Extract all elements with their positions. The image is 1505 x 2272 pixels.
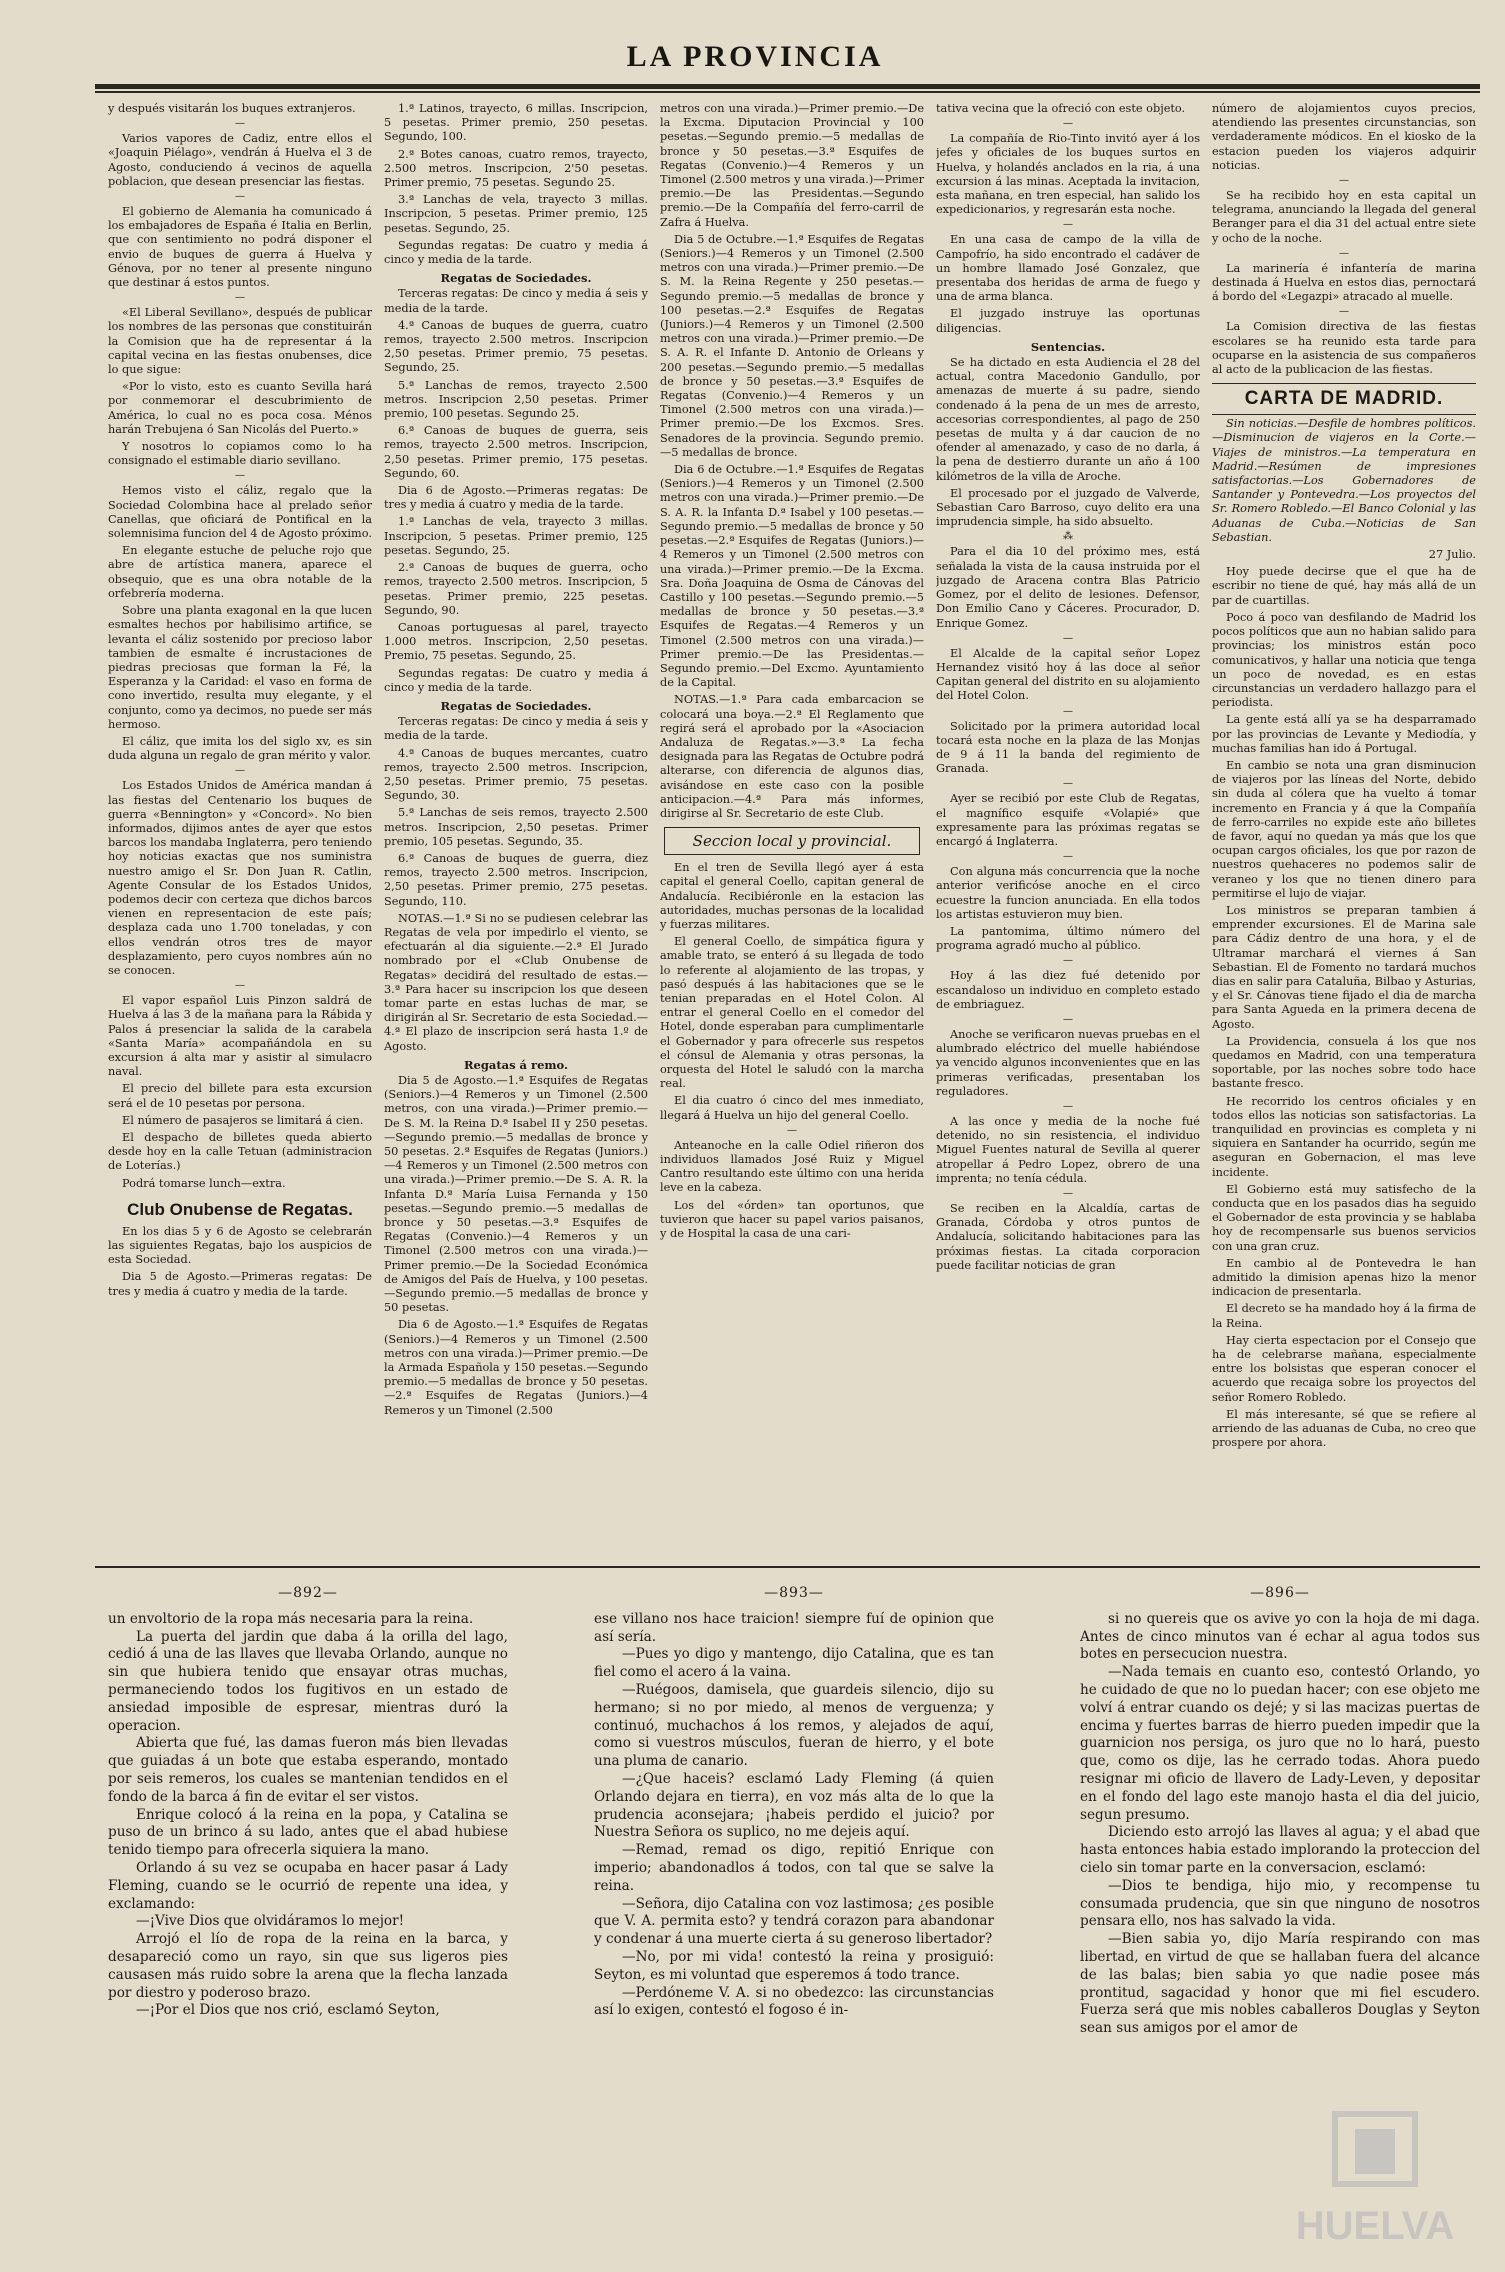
paragraph: En el tren de Sevilla llegó ayer á esta capital el general Coello, capitan general de Andalucía. Recibiéronle en la estacion las autoridades, muchas personas de la localidad y fuerzas militares. [660,861,924,931]
library-stamp-icon [1275,2104,1475,2254]
folletin-paragraph: —Señora, dijo Catalina con voz lastimosa; ¿es posible que V. A. permita esto? y tendrá corazon para abandonar y condenar á una muerte cierta á su generoso libertador? [594,1895,994,1948]
paragraph: Anoche se verificaron nuevas pruebas en el alumbrado eléctrico del muelle habiéndose ya vencido algunos inconvenientes que en las primeras verificadas, presentaban los reguladores. [936,1027,1200,1098]
column-3 [660,102,924,1557]
column-5 [1212,102,1476,1557]
paragraph: La pantomima, último número del programa agradó mucho al público. [936,924,1200,953]
paragraph: Dia 5 de Agosto.—Primeras regatas: De tres y media á cuatro y media de la tarde. [108,1270,372,1298]
folletin-paragraph: —Bien sabia yo, dijo María respirando con mas libertad, en virtud de que se hallaban fuera del alcance de las balas; bien sabia yo que nadie posee más prontitud, sagacidad y honor que mi fiel escudero. Fuerza será que mis nobles caballeros Douglas y Seyton sean sus amigos por el amor de [1080,1931,1480,2037]
paragraph: Solicitado por la primera autoridad local tocará esta noche en la plaza de las Monjas de 9 á 11 la banda del regimiento de Granada. [936,719,1200,776]
subheading: Regatas á remo. [463,1057,569,1072]
paragraph: tativa vecina que la ofreció con este objeto. [936,102,1186,115]
separator: — [235,118,245,130]
separator: — [1063,1013,1073,1025]
paragraph: Podrá tomarse lunch—extra. [122,1176,286,1190]
paragraph: 5.ª Lanchas de seis remos, trayecto 2.500 metros. Inscripcion, 2,50 pesetas. Primer premio, 105 pesetas. Segundo, 35. [384,806,648,848]
folletin-paragraph: —Perdóneme V. A. si no obedezco: las circunstancias así lo exigen, contestó el fogoso é in- [594,1984,994,2019]
page-number: —896— [1250,1585,1310,1601]
folletin-paragraph: si no quereis que os avive yo con la hoja de mi daga. Antes de cinco minutos van é echar al agua todos sus botes en persecucion nuestra. [1080,1610,1480,1663]
separator: ⁂ [1063,531,1073,543]
column-2 [384,102,648,1557]
paragraph: Dia 6 de Agosto.—Primeras regatas: De tres y media á cuatro y media de la tarde. [384,484,648,512]
paragraph: El juzgado instruye las oportunas diligencias. [936,307,1200,335]
paragraph: El vapor español Luis Pinzon saldrá de Huelva á las 3 de la mañana para la Rábida y Palos á presenciar la salida de la carabela «Santa María» acompañándola en su excursion á alta mar y asistir al simulacro naval. [108,994,372,1079]
paragraph: Segundas regatas: De cuatro y media á cinco y media de la tarde. [384,666,648,694]
paragraph: 6.ª Canoas de buques de guerra, diez remos, trayecto 2.500 metros. Inscripcion, 2,50 pesetas. Primer premio, 275 pesetas. Segundo, 110. [384,851,648,908]
stamp-label: HUELVA [1295,2204,1455,2248]
paragraph: El Gobierno está muy satisfecho de la conducta que en los pasados dias ha seguido el Gobernador de esta provincia y se hablaba hoy de recompensarle sus buenos servicios con una gran cruz. [1212,1182,1476,1253]
separator: — [1063,118,1073,130]
folletin-paragraph: —Pues yo digo y mantengo, dijo Catalina, que es tan fiel como el acero á la vaina. [594,1646,994,1681]
paragraph: Con alguna más concurrencia que la noche anterior verificóse anoche en el circo ecuestre la funcion anunciada. En ella todos los artistas estuvieron muy bien. [936,865,1200,921]
paragraph: 6.ª Canoas de buques de guerra, seis remos, trayecto 2.500 metros. Inscripcion, 2,50 pesetas. Primer premio, 175 pesetas. Segundo, 60. [384,424,648,480]
paragraph: A las once y media de la noche fué detenido, no sin resistencia, el individuo Miguel Fuentes natural de Sevilla al querer atropellar á Pedro Lopez, obrero de una imprenta; no tenía cédula. [936,1114,1200,1185]
upper-columns [108,102,1480,1557]
separator: — [1063,1100,1073,1112]
paragraph: Terceras regatas: De cinco y media á seis y media de la tarde. [384,287,648,315]
paragraph: 5.ª Lanchas de remos, trayecto 2.500 metros. Inscripcion 2,50 pesetas. Primer premio, 100 pesetas. Segundo 25. [384,378,648,421]
paragraph: El precio del billete para esta excursion será el de 10 pesetas por persona. [108,1082,372,1110]
paragraph: Poco á poco van desfilando de Madrid los pocos políticos que aun no habian salido para provincias; los ministros están poco comunicativos, y hallar una noticia que tenga un poco de novedad, es en estas circunstancias un verdadero hallazgo para el periodista. [1212,610,1476,710]
paragraph: Para el dia 10 del próximo mes, está señalada la vista de la causa instruida por el juzgado de Aracena contra Blas Patricio Gomez, por el delito de lesiones. Defensor, Don Emilio Cano y Cáceres. Procurador, D. Enrique Gomez. [936,545,1200,630]
paragraph: Hay cierta espectacion por el Consejo que ha de celebrarse mañana, especialmente entre los bolsistas que esperan conocer el acuerdo que recaiga sobre los proyectos del señor Romero Robledo. [1212,1333,1476,1404]
paragraph: En elegante estuche de peluche rojo que abre de artística manera, aparece el obsequio, que es una obra notable de la orfebrería moderna. [108,544,372,600]
paragraph: Dia 6 de Agosto.—1.ª Esquifes de Regatas (Seniors.)—4 Remeros y un Timonel (2.500 metros con una virada.)—Primer premio.—De la Armada Española y 150 pesetas.—Segundo premio.—5 medallas de bronce y 50 pesetas.—2.ª Esquifes de Regatas (Juniors.)—4 Remeros y un Timonel (2.500 [384,1318,648,1417]
separator: — [235,191,245,203]
paragraph: El dia cuatro ó cinco del mes inmediato, llegará á Huelva un hijo del general Coello. [660,1094,924,1122]
section-divider [95,1566,1480,1568]
folletin-paragraph: Abierta que fué, las damas fueron más bien llevadas que guiadas á un bote que estaba esperando, montado por seis remeros, los cuales se mantenian tendidos en el fondo de la barca á fin de evitar el ser vistos. [108,1735,508,1805]
paragraph: Sin noticias.—Desfile de hombres políticos.—Disminucion de viajeros en la Corte.—Viajes de ministros.—La temperatura en Madrid.—Resúmen de impresiones satisfactorias.—Los Gobernadores de Santander y Pontevedra.—Los proyectos del Sr. Romero Robledo.—El Banco Colonial y las Aduanas de Cuba.—Noticias de San Sebastian. [1212,417,1476,544]
subheading: Sentencias. [1030,339,1106,354]
paragraph: En cambio se nota una gran disminucion de viajeros por las líneas del Norte, debido sin duda al cólera que ha vuelto á tomar incremento en Francia y á que la Compañía de ferro-carriles no expide este año billetes de favor, aquí no quedan ya más que los que ocupan cargos oficiales, los que por razon de nuestros quehaceres no podemos salir de veraneo y los que no tienen dinero para permitirse el lujo de viajar. [1212,758,1476,900]
paragraph: NOTAS.—1.ª Si no se pudiesen celebrar las Regatas de vela por impedirlo el viento, se efectuarán al dia siguiente.—2.ª El Jurado nombrado por el «Club Onubense de Regatas» decidirá del resultado de estas.—3.ª Para hacer su inscripcion los que deseen tomar parte en estas luchas de mar, se dirigirán al Sr. Secretario de esta Sociedad.—4.ª El plazo de inscripcion será hasta 1.º de Agosto. [384,911,648,1053]
paragraph: «El Liberal Sevillano», después de publicar los nombres de las personas que constituirán la Comision que ha de representar á la capital vecina en las fiestas onubenses, dice lo que sigue: [108,306,372,377]
masthead-title: LA PROVINCIA [626,40,884,73]
folletin-column-2 [594,1585,994,2255]
paragraph: El número de pasajeros se limitará á cien. [122,1113,364,1127]
paragraph: El cáliz, que imita los del siglo xv, es sin duda alguna un regalo de gran mérito y valor. [108,734,372,763]
subheading: Regatas de Sociedades. [440,271,592,286]
paragraph: Hoy á las diez fué detenido por escandaloso un individuo en completo estado de embriaguez. [936,969,1200,1011]
paragraph: Varios vapores de Cadiz, entre ellos el «Joaquin Piélago», vendrán á Huelva el 3 de Agosto, conduciendo á vecinos de aquella poblacion, que desean presenciar las fiestas. [108,132,372,188]
separator: — [1339,175,1349,187]
paragraph: El gobierno de Alemania ha comunicado á los embajadores de España é Italia en Berlin, que con sentimiento no podrá disponer el envio de buques de guerra á Huelva y Génova, por no tener al presente ninguno que destinar á estos puntos. [108,205,372,290]
paragraph: Dia 5 de Agosto.—1.ª Esquifes de Regatas (Seniors.)—4 Remeros y un Timonel (2.500 metros, con una virada.)—Primer premio.—De S. M. la Reina D.ª Isabel II y 250 pesetas.—Segundo premio.—5 medallas de bronce y 50 pesetas. 2.ª Esquifes de Regatas (Juniors.)—4 Remeros y un Timonel (2.500 metros con una virada.)—Primer premio.—De S. A. R. la Infanta D.ª María Luisa Fernanda y 150 pesetas.—Segundo premio.—5 medallas de bronce y 50 pesetas.—3.ª Esquifes de Regatas (Convenio.)—4 Remeros y un Timonel (2.500 metros con una virada.)—Primer premio.—De la Sociedad Económica de Amigos del País de Huelva, y 100 pesetas.—Segundo premio.—5 medallas de bronce y 50 pesetas. [384,1074,648,1315]
paragraph: 4.ª Canoas de buques mercantes, cuatro remos, trayecto 2.500 metros. Inscripcion, 2,50 pesetas. Primer premio, 75 pesetas. Segundo, 30. [384,746,648,803]
paragraph: El despacho de billetes queda abierto desde hoy en la calle Tetuan (administracion de Loterías.) [108,1131,372,1173]
separator: — [235,980,245,992]
folletin-paragraph: —Nada temais en cuanto eso, contestó Orlando, yo he cuidado de que no lo puedan hacer; con ese objeto me volví á entrar cuando os dejé; y si las macizas puertas de encima y fuertes barras de hierro pueden impedir que la guarnicion nos persiga, os juro que no lo hará, puesto que, como os dije, las he cerrado todas. Ahora puedo resignar mi oficio de llavero de Lady-Leven, y depositar en el fondo del lago este manojo hasta el dia del juicio, segun presumo. [1080,1664,1480,1823]
separator: — [1063,219,1073,231]
folletin-paragraph: ese villano nos hace traicion! siempre fuí de opinion que así sería. [594,1610,994,1645]
folletin-paragraph: Orlando á su vez se ocupaba en hacer pasar á Lady Fleming, cuando se le ocurrió de repente una idea, y exclamando: [108,1859,508,1912]
paragraph: Ayer se recibió por este Club de Regatas, el magnífico esquife «Volapié» que expresamente para las próximas regatas se encargó á Inglaterra. [936,792,1200,848]
paragraph: La compañía de Rio-Tinto invitó ayer á los jefes y oficiales de los buques surtos en Huelva, y holandés anclados en la ria, á una excursion á las minas. Aceptada la invitacion, esta mañana, en tren especial, han salido los expedicionarios, y regresarán esta noche. [936,132,1200,217]
paragraph: Los ministros se preparan tambien á emprender excursiones. El de Marina sale para Cádiz dentro de una hora, y el de Ultramar marchará el viernes á San Sebastian. El de Fomento no tardará muchos dias en salir para Cataluña, Bilbao y Asturias, y el Sr. Cánovas tiene fijado el dia de marcha para Santa Agueda en la primera decena de Agosto. [1212,903,1476,1031]
folletin-paragraph: —Remad, remad os digo, repitió Enrique con imperio; abandonadlos á todos, con tal que se salve la reina. [594,1842,994,1894]
paragraph: Segundas regatas: De cuatro y media á cinco y media de la tarde. [384,238,648,267]
paragraph: Los del «órden» tan oportunos, que tuvieron que hacer su papel varios paisanos, y de Hospital la casa de una cari- [660,1198,924,1241]
folletin-paragraph: —Ruégoos, damisela, que guardeis silencio, dijo su hermano; si no por miedo, al menos de verguenza; y continuó, muchachos á los remos, y alejados de aquí, como si vuestros músculos, fueran de hierro, y el bote una pluma de canario. [594,1681,994,1770]
paragraph: 4.ª Canoas de buques de guerra, cuatro remos, trayecto 2.500 metros. Inscripcion 2,50 pesetas. Primer premio, 75 pesetas. Segundo, 25. [384,318,648,375]
paragraph: 2.ª Botes canoas, cuatro remos, trayecto, 2.500 metros. Inscripcion, 2'50 pesetas. Primer premio, 75 pesetas. Segundo 25. [384,147,648,190]
column-4 [936,102,1200,1557]
separator: — [235,292,245,304]
paragraph: En cambio al de Pontevedra le han admitido la dimision apenas hizo la menor indicacion de presentarla. [1212,1256,1476,1299]
masthead-rule-thin [95,91,1480,93]
paragraph: 2.ª Canoas de buques de guerra, ocho remos, trayecto 2.500 metros. Inscripcion, 5 pesetas. Primer premio, 225 pesetas. Segundo, 90. [384,561,648,617]
folletin-paragraph: un envoltorio de la ropa más necesaria para la reina. [108,1610,474,1627]
subheading: Regatas de Sociedades. [440,698,592,713]
paragraph: número de alojamientos cuyos precios, atendiendo las presentes circunstancias, son verdaderamente módicos. En el kiosko de la estacion pueden los viajeros adquirir noticias. [1212,102,1476,172]
folletin-paragraph: La puerta del jardin que daba á la orilla del lago, cedió á una de las llaves que llevaba Orlando, aunque no sin que hubiera tenido que ensayar otras muchas, permaneciendo todos los fugitivos en un estado de ansiedad imposible de espresar, mientras duró la operacion. [108,1628,508,1734]
paragraph: El general Coello, de simpática figura y amable trato, se enteró á su llegada de todo lo referente al alojamiento de las tropas, y pasó después á las habitaciones que se le tenian preparadas en el Hotel Colon. Al entrar el general Coello en el comedor del Hotel, donde esperaban para cumplimentarle el Gobernador y para ofrecerle sus respetos el cónsul de Alemania y otras personas, la orquesta del Hotel le saludó con la marcha real. [660,935,924,1091]
separator: — [235,765,245,777]
paragraph: En una casa de campo de la villa de Campofrío, ha sido encontrado el cadáver de un hombre llamado José Gonzalez, que presentaba dos heridas de arma de fuego y una de arma blanca. [936,233,1200,304]
separator: — [1063,778,1073,790]
paragraph: El Alcalde de la capital señor Lopez Hernandez visitó hoy á las doce al señor Capitan general del distrito en su alojamiento del Hotel Colon. [936,646,1200,703]
folletin-paragraph: —¡Vive Dios que olvidáramos lo mejor! [136,1913,405,1930]
paragraph: En los dias 5 y 6 de Agosto se celebrarán las siguientes Regatas, bajo los auspicios de esta Sociedad. [108,1224,372,1267]
paragraph: 1.ª Lanchas de vela, trayecto 3 millas. Inscripcion, 5 pesetas. Primer premio, 125 pesetas. Segundo, 25. [384,515,648,557]
separator: — [1063,851,1073,863]
folletin-paragraph: Enrique colocó á la reina en la popa, y Catalina se puso de un brinco á su lado, antes que el abad hubiese tenido tiempo para ofrecerla siquiera la mano. [108,1806,508,1859]
folletin-paragraph: Arrojó el lío de ropa de la reina en la barca, y desapareció como un rayo, sin que sus ligeros pies causasen más ruido sobre la arena que la flecha lanzada por diestro y poderoso brazo. [108,1931,508,2001]
paragraph: El más interesante, sé que se refiere al arriendo de las aduanas de Cuba, no creo que prospere por ahora. [1212,1407,1476,1450]
folletin-paragraph: Diciendo esto arrojó las llaves al agua; y el abad que hasta entonces habia estado implorando la proteccion del cielo sin tomar parte en la conversacion, esclamó: [1080,1824,1480,1876]
carta-heading: CARTA DE MADRID. [1212,383,1476,415]
folletin-paragraph: —No, por mi vida! contestó la reina y prosiguió: Seyton, es mi voluntad que esperemos á todo trance. [594,1948,994,1983]
paragraph: El procesado por el juzgado de Valverde, Sebastian Caro Barroso, cuyo delito era una imprudencia simple, ha sido absuelto. [936,486,1200,529]
paragraph: La Comision directiva de las fiestas escolares se ha reunido esta tarde para ocuparse en la asistencia de sus compañeros al acto de la publicacion de las fiestas. [1212,320,1476,377]
paragraph: NOTAS.—1.ª Para cada embarcacion se colocará una boya.—2.ª El Reglamento que regirá será el aprobado por la «Asociacion Andaluza de Regatas.»—3.ª La fecha designada para las Regatas de Octubre podrá alterarse, con diferencia de algunos dias, avisándose en este caso con la posible anticipacion.—4.ª Para más informes, dirigirse al Sr. Secretario de este Club. [660,693,924,820]
folletin-paragraph: —Dios te bendiga, hijo mio, y recompense tu consumada prudencia, que sin que ninguno de nosotros pensara ello, nos has salvado la vida. [1080,1877,1480,1930]
paragraph: Se ha recibido hoy en esta capital un telegrama, anunciando la llegada del general Beranger para el dia 31 del actual entre siete y ocho de la noche. [1212,189,1476,245]
masthead [40,40,1470,88]
paragraph: 3.ª Lanchas de vela, trayecto 3 millas. Inscripcion, 5 pesetas. Primer premio, 125 pesetas. Segundo, 25. [384,193,648,235]
column-1 [108,102,372,1557]
masthead-rule-thick [95,84,1480,89]
page-number: —892— [278,1585,338,1601]
paragraph: He recorrido los centros oficiales y en todos ellos las noticias son satisfactorias. La tranquilidad en provincias es completa y ni siquiera en Santander ha ocurrido, según me aseguran en Gobernacion, el mas leve incidente. [1212,1094,1476,1179]
paragraph: Hoy puede decirse que el que ha de escribir no tiene de qué, hay más allá de un par de cuartillas. [1212,565,1476,607]
separator: — [1063,632,1073,644]
paragraph: Se ha dictado en esta Audiencia el 28 del actual, contra Macedonio Gandullo, por amenazas de muerte á su padre, siendo condenado á la pena de un mes de arresto, accesorias correspondientes, al pago de 250 pesetas de multa y á dar caucion de no ofender al amenazado, y caso de no darla, á la pena de destierro durante un año á 100 kilómetros de la villa de Aroche. [936,356,1200,483]
folletin-paragraph: —¿Que haceis? esclamó Lady Fleming (á quien Orlando dejara en tierra), en voz más alta de lo que la prudencia aconsejara; ¡habeis perdido el juicio? por Nuestra Señora os suplico, no me dejeis aquí. [594,1770,994,1841]
paragraph: Canoas portuguesas al parel, trayecto 1.000 metros. Inscripcion, 2,50 pesetas. Premio, 75 pesetas. Segundo, 25. [384,620,648,663]
paragraph: Dia 5 de Octubre.—1.ª Esquifes de Regatas (Seniors.)—4 Remeros y un Timonel (2.500 metros con una virada.)—Primer premio.—De S. M. la Reina Regente y 250 pesetas.—Segundo premio.—5 medallas de bronce y 100 pesetas.—2.ª Esquifes de Regatas (Juniors.)—4 Remeros y un Timonel (2.500 metros con una virada.)—Primer premio.—De S. A. R. el Infante D. Antonio de Orleans y 200 pesetas.—Segundo premio.—5 medallas de bronce y 50 pesetas.—3.ª Esquifes de Regatas (Convenio.)—4 Remeros y un Timonel (2.500 metros con una virada.)—Primer premio.—De los Excmos. Sres. Senadores de la provincia. Segundo premio.—5 medallas de bronce. [660,232,924,459]
paragraph: La marinería é infantería de marina destinada á Huelva en estos dias, pernoctará á bordo del «Legazpi» atracado al muelle. [1212,261,1476,304]
paragraph: Anteanoche en la calle Odiel riñeron dos individuos llamados José Ruiz y Miguel Cantro resultando este último con una herida leve en la cabeza. [660,1138,924,1195]
paragraph: Y nosotros lo copiamos como lo ha consignado el estimable diario sevillano. [108,440,372,468]
paragraph: y después visitarán los buques extranjeros. [108,102,356,115]
separator: — [787,1124,797,1136]
separator: — [235,470,245,482]
separator: — [1339,247,1349,259]
separator: — [1063,705,1073,717]
paragraph: metros con una virada.)—Primer premio.—De la Excma. Diputacion Provincial y 100 pesetas.—Segundo premio.—5 medallas de bronce y 50 pesetas.—3.ª Esquifes de Regatas (Convenio.)—4 Remeros y un Timonel (2.500 metros y una virada.)—Primer premio.—De las Presidentas.—Segundo premio.—De la Compañía del ferro-carril de Zafra á Huelva. [660,102,924,229]
paragraph: El decreto se ha mandado hoy á la firma de la Reina. [1212,1302,1476,1330]
paragraph: «Por lo visto, esto es cuanto Sevilla hará por conmemorar el descubrimiento de América, lo cual no es poca cosa. Ménos harán Trebujena ó San Nicolás del Puerto.» [108,380,372,436]
paragraph: Los Estados Unidos de América mandan á las fiestas del Centenario los buques de guerra «Bennington» y «Concord». No bien informados, dijimos antes de ayer que estos barcos los mandaba Inglaterra, pero teniendo hoy noticias exactas que nos suministra nuestro amigo el Sr. Don Juan R. Catlin, Agente Consular de los Estados Unidos, podemos decir con certeza que dichos barcos vienen en representacion de este país; desplaza cada uno 1.700 toneladas, y con ellos vendrán otros tres de mayor desplazamiento, pero cuyos nombres aún no se conocen. [108,779,372,977]
paragraph: Se reciben en la Alcaldía, cartas de Granada, Córdoba y otros puntos de Andalucía, solicitando habitaciones para las próximas fiestas. La citada corporacion puede facilitar noticias de gran [936,1202,1200,1272]
paragraph: La Providencia, consuela á los que nos quedamos en Madrid, con una temperatura soportable, por las noches sobre todo hace bastante fresco. [1212,1034,1476,1091]
separator: — [1063,1188,1073,1199]
paragraph: Sobre una planta exagonal en la que lucen esmaltes hechos por habilisimo artifice, se levanta el cáliz sostenido por precioso labor tambien de esmalte é incrustaciones de piedras preciosas que forman la Fé, la Esperanza y la Caridad: el vaso en forma de cono invertido, resulta muy elegante, y el conjunto, como ya decimos, no puede ser más hermoso. [108,604,372,731]
paragraph: Hemos visto el cáliz, regalo que la Sociedad Colombina hace al prelado señor Canellas, que oficiará de Pontifical en la solemnisima funcion del 4 de Agosto próximo. [108,484,372,541]
separator: — [1339,306,1349,318]
paragraph: 1.ª Latinos, trayecto, 6 millas. Inscripcion, 5 pesetas. Primer premio, 250 pesetas. Segundo, 100. [384,102,648,144]
boxed-heading: Seccion local y provincial. [664,827,920,855]
separator: — [1063,955,1073,967]
folletin-column-1 [108,1585,508,2255]
paragraph: Dia 6 de Octubre.—1.ª Esquifes de Regatas (Seniors.)—4 Remeros y un Timonel (2.500 metros con una virada.)—Primer premio.—De S. A. R. la Infanta D.ª Isabel y 100 pesetas.—Segundo premio.—5 medallas de bronce y 50 pesetas.—2.ª Esquifes de Regatas (Juniors.)—4 Remeros y un Timonel (2.500 metros con una virada.)—Primer premio.—De la Excma. Sra. Doña Joaquina de Osma de Cánovas del Castillo y 100 pesetas.—Segundo premio.—5 medallas de bronce y 50 pesetas.—3.ª Esquifes de Regatas.—4 Remeros y un Timonel (2.500 metros con una virada.)—Primer premio.—De las Presidentas.—Segundo premio.—Del Excmo. Ayuntamiento de la Capital. [660,463,924,690]
page-number: —893— [764,1585,824,1601]
paragraph: La gente está allí ya se ha desparramado por las provincias de Levante y Mediodía, y muchas familias han ido á Portugal. [1212,713,1476,755]
paragraph: 27 Julio. [1428,548,1476,562]
folletin-paragraph: —¡Por el Dios que nos crió, esclamó Seyton, [136,2002,440,2019]
paragraph: Terceras regatas: De cinco y media á seis y media de la tarde. [384,715,648,743]
section-heading: Club Onubense de Regatas. [127,1199,353,1219]
